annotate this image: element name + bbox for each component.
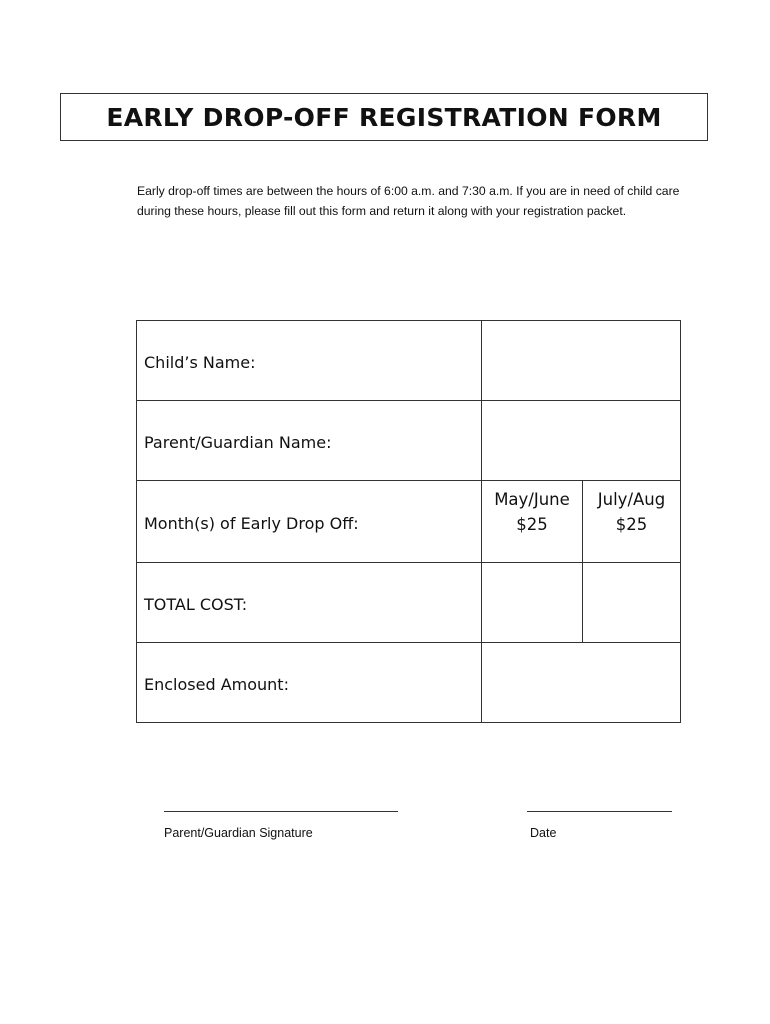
date-line[interactable] [527,811,672,812]
enclosed-amount-label: Enclosed Amount: [137,643,482,723]
enclosed-amount-field[interactable] [482,643,681,723]
table-row [137,643,681,723]
form-title-box [60,93,708,141]
registration-table [136,320,681,723]
child-name-label: Child’s Name: [137,321,482,401]
table-row [137,321,681,401]
total-cost-july-aug-field[interactable] [583,563,681,643]
table-row [137,401,681,481]
table-row [137,481,681,563]
form-title: EARLY DROP-OFF REGISTRATION FORM [106,102,662,132]
date-label: Date [530,826,557,840]
month-option-price: $25 [516,515,548,534]
signature-line[interactable] [164,811,398,812]
total-cost-may-june-field[interactable] [482,563,583,643]
intro-text: Early drop-off times are between the hours of 6:00 a.m. and 7:30 a.m. If you are in need of child care during these hours, please fill out this form and return it along with your registration packet. [137,184,680,218]
month-option-july-aug[interactable] [583,481,681,563]
months-label: Month(s) of Early Drop Off: [137,481,482,563]
month-option-may-june[interactable] [482,481,583,563]
total-cost-label: TOTAL COST: [137,563,482,643]
month-option-price: $25 [615,515,648,534]
parent-name-field[interactable] [482,401,681,481]
month-option-label: July/Aug [597,490,666,509]
parent-name-label: Parent/Guardian Name: [137,401,482,481]
month-option-label: May/June [494,490,570,509]
table-row [137,563,681,643]
signature-label: Parent/Guardian Signature [164,826,313,840]
child-name-field[interactable] [482,321,681,401]
